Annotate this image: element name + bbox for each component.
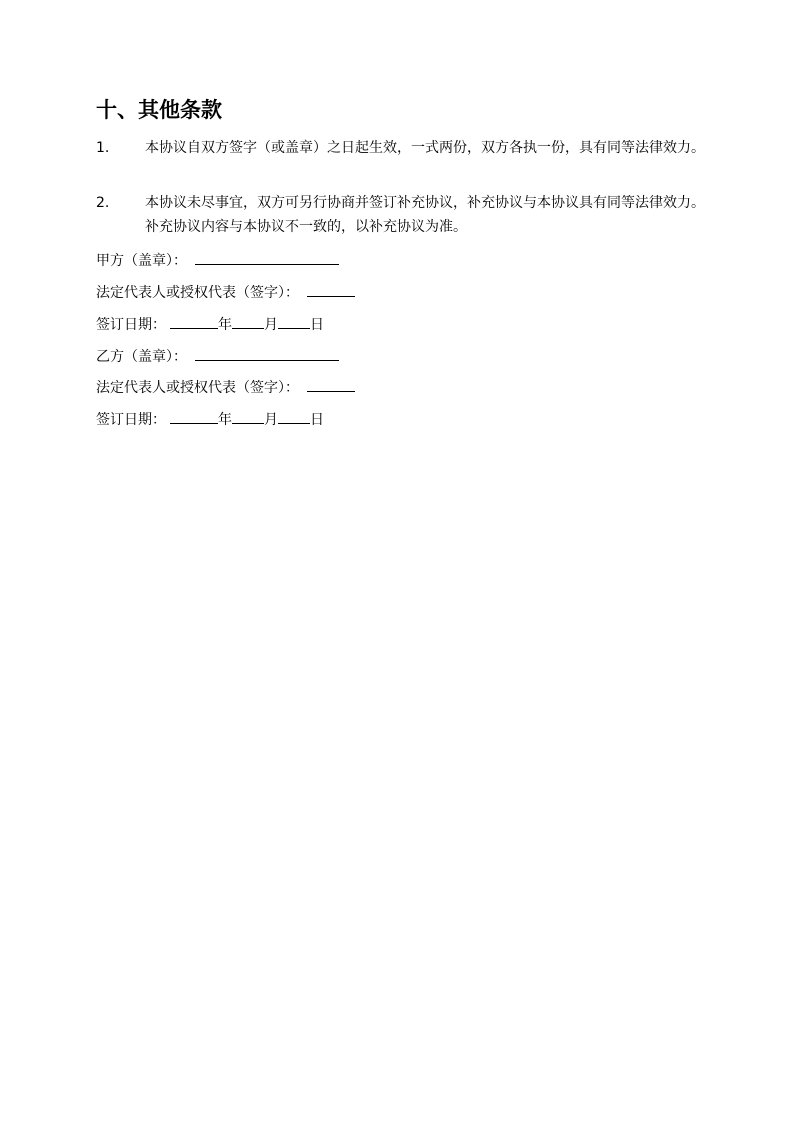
day-label: 日 <box>310 317 324 333</box>
clause-number: 2. <box>96 195 110 211</box>
party-a-date-label: 签订日期： <box>96 317 166 333</box>
year-label: 年 <box>218 317 232 333</box>
party-a-year-blank[interactable] <box>170 313 218 329</box>
month-label: 月 <box>264 317 278 333</box>
party-a-date-line <box>96 313 324 335</box>
section-title: 十、其他条款 <box>96 98 222 122</box>
year-label: 年 <box>218 412 232 428</box>
party-a-month-blank[interactable] <box>232 313 264 329</box>
clause-number: 1. <box>96 140 110 156</box>
party-a-rep-line <box>96 281 355 303</box>
party-a-rep-blank[interactable] <box>307 281 355 297</box>
clause-2 <box>96 192 706 239</box>
party-b-day-blank[interactable] <box>278 408 310 424</box>
party-a-label: 甲方（盖章）： <box>96 253 187 269</box>
clause-1 <box>96 137 706 161</box>
party-b-date-label: 签订日期： <box>96 412 166 428</box>
party-a-day-blank[interactable] <box>278 313 310 329</box>
party-b-seal-line <box>96 345 339 367</box>
clause-text: 本协议自双方签字（或盖章）之日起生效，一式两份，双方各执一份，具有同等法律效力。 <box>145 140 705 156</box>
clause-text: 本协议未尽事宜，双方可另行协商并签订补充协议，补充协议与本协议具有同等法律效力。补充协议内容与本协议不一致的，以补充协议为准。 <box>145 195 705 235</box>
party-b-rep-blank[interactable] <box>307 376 355 392</box>
party-b-rep-line <box>96 376 355 398</box>
party-a-seal-line <box>96 249 339 271</box>
party-a-seal-blank[interactable] <box>195 249 339 265</box>
day-label: 日 <box>310 412 324 428</box>
party-b-rep-label: 法定代表人或授权代表（签字）： <box>96 380 299 396</box>
party-b-year-blank[interactable] <box>170 408 218 424</box>
party-b-seal-blank[interactable] <box>195 345 339 361</box>
party-b-date-line <box>96 408 324 430</box>
month-label: 月 <box>264 412 278 428</box>
party-b-month-blank[interactable] <box>232 408 264 424</box>
party-a-rep-label: 法定代表人或授权代表（签字）： <box>96 285 299 301</box>
party-b-label: 乙方（盖章）： <box>96 349 187 365</box>
